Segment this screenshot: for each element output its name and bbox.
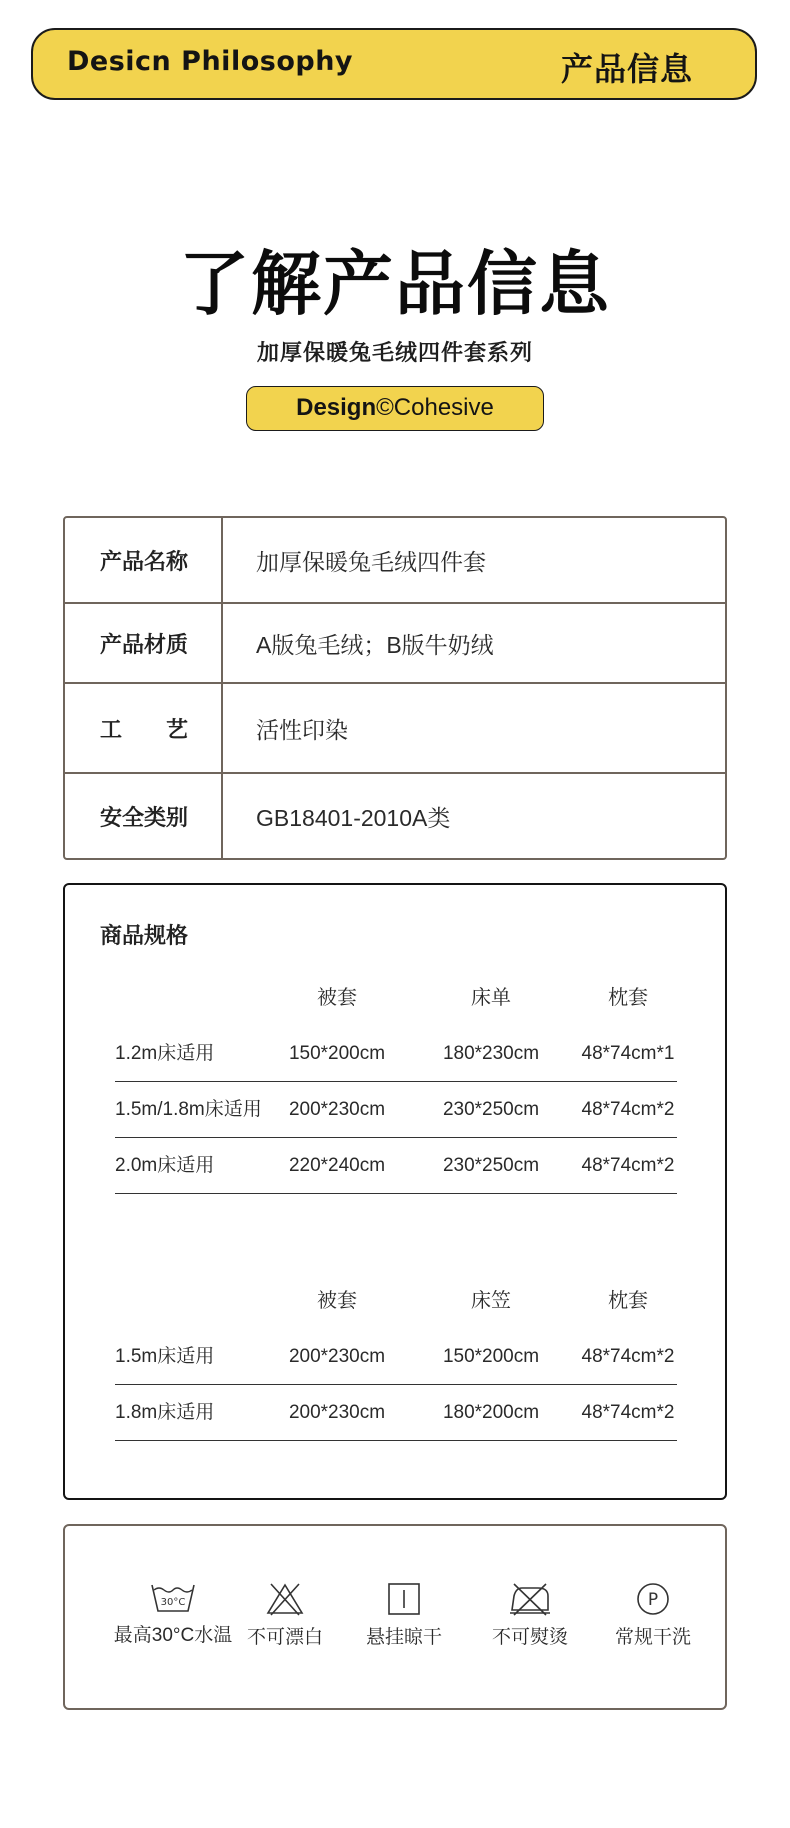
info-row-craft bbox=[65, 684, 725, 774]
table-cell: 180*200cm bbox=[442, 1402, 540, 1423]
dry-clean-icon bbox=[635, 1582, 671, 1616]
no-iron-icon bbox=[508, 1582, 552, 1616]
header-cell: 枕套 bbox=[608, 987, 648, 1009]
header-cell: 被套 bbox=[317, 1290, 357, 1312]
care-item-hang-dry bbox=[339, 1582, 469, 1649]
table-cell: 1.5m/1.8m床适用 bbox=[115, 1099, 262, 1120]
table-cell: 48*74cm*2 bbox=[581, 1346, 675, 1367]
product-info-table bbox=[63, 516, 727, 860]
brand-pill-rest: ©Cohesive bbox=[376, 394, 494, 421]
table-cell: 1.5m床适用 bbox=[115, 1346, 215, 1367]
wash-temp-mark: 30°C bbox=[160, 1597, 186, 1608]
brand-pill bbox=[246, 386, 544, 431]
info-label: 产品材质 bbox=[65, 604, 223, 682]
care-item-iron bbox=[465, 1582, 595, 1649]
care-label: 不可漂白 bbox=[246, 1627, 323, 1648]
table-row bbox=[115, 1138, 677, 1194]
table-cell: 48*74cm*2 bbox=[581, 1099, 675, 1120]
banner-section-title: 产品信息 bbox=[560, 51, 693, 87]
table-header bbox=[115, 1273, 677, 1329]
care-instructions-panel bbox=[63, 1524, 727, 1710]
table-row bbox=[115, 1329, 677, 1385]
table-cell: 230*250cm bbox=[442, 1155, 540, 1176]
header-banner bbox=[31, 28, 757, 100]
care-item-dry-clean bbox=[588, 1582, 718, 1649]
table-cell: 150*200cm bbox=[288, 1043, 386, 1064]
care-label: 不可熨烫 bbox=[491, 1627, 568, 1648]
care-item-wash bbox=[108, 1582, 238, 1647]
dry-clean-mark: P bbox=[647, 1590, 659, 1610]
table-cell: 48*74cm*2 bbox=[581, 1155, 675, 1176]
table-row bbox=[115, 1082, 677, 1138]
table-cell: 200*230cm bbox=[288, 1346, 386, 1367]
page-title: 了解产品信息 bbox=[179, 243, 611, 325]
spec-title: 商品规格 bbox=[100, 923, 189, 948]
wash-30-icon bbox=[150, 1582, 196, 1614]
table-cell: 1.2m床适用 bbox=[115, 1043, 215, 1064]
info-row-name bbox=[65, 518, 725, 604]
table-cell: 180*230cm bbox=[442, 1043, 540, 1064]
hang-dry-icon bbox=[386, 1582, 422, 1616]
table-cell: 220*240cm bbox=[288, 1155, 386, 1176]
table-cell: 48*74cm*2 bbox=[581, 1402, 675, 1423]
table-cell: 48*74cm*1 bbox=[581, 1043, 675, 1064]
info-row-material bbox=[65, 604, 725, 684]
header-cell: 床笠 bbox=[471, 1290, 511, 1312]
info-value: 加厚保暖兔毛绒四件套 bbox=[256, 548, 486, 575]
table-cell: 150*200cm bbox=[442, 1346, 540, 1367]
table-row bbox=[115, 1385, 677, 1441]
care-item-bleach bbox=[220, 1582, 350, 1649]
banner-brand-text: Desicn Philosophy bbox=[67, 46, 354, 77]
table-row bbox=[115, 1026, 677, 1082]
no-bleach-icon bbox=[265, 1582, 305, 1616]
info-label: 产品名称 bbox=[65, 518, 223, 602]
info-label: 工 艺 bbox=[65, 684, 223, 772]
info-value: A版兔毛绒；B版牛奶绒 bbox=[256, 631, 494, 658]
info-value: GB18401-2010A类 bbox=[256, 804, 451, 831]
info-label: 安全类别 bbox=[65, 774, 223, 858]
header-cell: 床单 bbox=[471, 987, 511, 1009]
care-label: 常规干洗 bbox=[614, 1627, 691, 1648]
table-cell: 200*230cm bbox=[288, 1099, 386, 1120]
info-value: 活性印染 bbox=[256, 716, 348, 743]
care-label: 悬挂晾干 bbox=[365, 1627, 442, 1648]
table-cell: 2.0m床适用 bbox=[115, 1155, 215, 1176]
table-cell: 1.8m床适用 bbox=[115, 1402, 215, 1423]
info-row-safety bbox=[65, 774, 725, 858]
table-cell: 200*230cm bbox=[288, 1402, 386, 1423]
spec-table-sheet bbox=[115, 970, 677, 1194]
table-header bbox=[115, 970, 677, 1026]
page-subtitle: 加厚保暖兔毛绒四件套系列 bbox=[256, 340, 533, 365]
table-cell: 230*250cm bbox=[442, 1099, 540, 1120]
brand-pill-bold: Design bbox=[296, 394, 377, 421]
spec-panel bbox=[63, 883, 727, 1500]
care-label: 最高30°C水温 bbox=[113, 1625, 233, 1646]
header-cell: 被套 bbox=[317, 987, 357, 1009]
header-cell: 枕套 bbox=[608, 1290, 648, 1312]
spec-table-fitted bbox=[115, 1273, 677, 1441]
